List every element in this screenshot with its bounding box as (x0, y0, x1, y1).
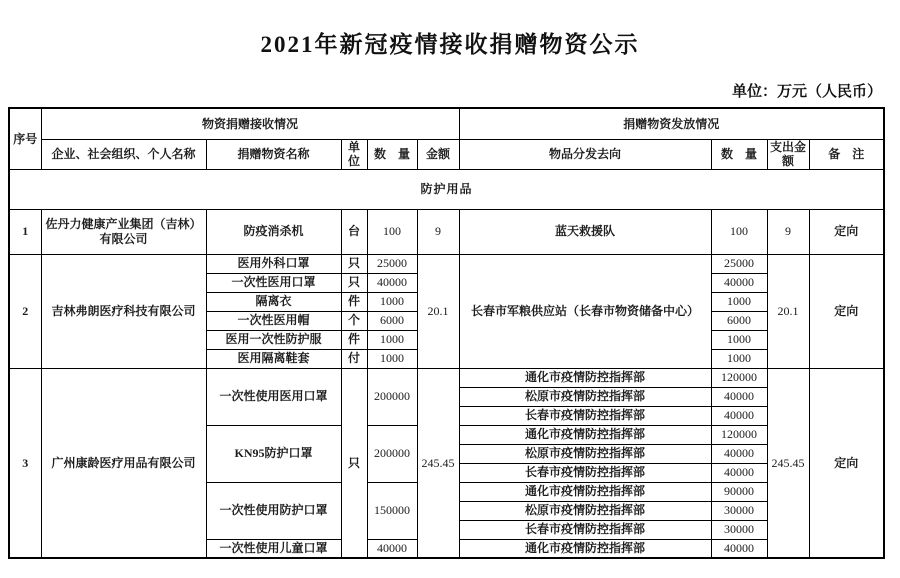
cell-dest-qty: 90000 (711, 482, 767, 501)
cell-qty: 100 (367, 209, 417, 254)
cell-amount: 245.45 (417, 368, 459, 558)
cell-unit: 只 (341, 273, 367, 292)
col-header-destination: 物品分发去向 (459, 139, 711, 169)
cell-dest-qty: 40000 (711, 273, 767, 292)
cell-material: KN95防护口罩 (206, 425, 341, 482)
header-row-columns (9, 139, 884, 169)
cell-dest-qty: 1000 (711, 349, 767, 368)
col-header-quantity2: 数 量 (711, 139, 767, 169)
cell-dest-qty: 25000 (711, 254, 767, 273)
cell-qty: 1000 (367, 349, 417, 368)
donation-table (8, 107, 885, 559)
cell-remark: 定向 (809, 254, 884, 368)
col-header-serial: 序号 (9, 108, 41, 169)
cell-expense: 20.1 (767, 254, 809, 368)
cell-destination: 通化市疫情防控指挥部 (459, 539, 711, 558)
cell-destination: 松原市疫情防控指挥部 (459, 444, 711, 463)
cell-amount: 20.1 (417, 254, 459, 368)
cell-qty: 150000 (367, 482, 417, 539)
cell-destination: 通化市疫情防控指挥部 (459, 482, 711, 501)
cell-material: 一次性使用儿童口罩 (206, 539, 341, 558)
cell-destination: 长春市疫情防控指挥部 (459, 463, 711, 482)
cell-qty: 6000 (367, 311, 417, 330)
col-header-donor-name: 企业、社会组织、个人名称 (41, 139, 206, 169)
cell-dest-qty: 40000 (711, 406, 767, 425)
section-title: 防护用品 (9, 169, 884, 209)
cell-destination: 松原市疫情防控指挥部 (459, 501, 711, 520)
page-title: 2021年新冠疫情接收捐赠物资公示 (260, 32, 640, 57)
cell-destination: 通化市疫情防控指挥部 (459, 425, 711, 444)
cell-dest-qty: 100 (711, 209, 767, 254)
cell-serial: 2 (9, 254, 41, 368)
cell-material: 医用隔离鞋套 (206, 349, 341, 368)
header-row-groups (9, 108, 884, 139)
cell-material: 医用一次性防护服 (206, 330, 341, 349)
cell-qty: 1000 (367, 292, 417, 311)
cell-material: 一次性使用防护口罩 (206, 482, 341, 539)
cell-qty: 40000 (367, 273, 417, 292)
cell-dest-qty: 40000 (711, 539, 767, 558)
cell-destination: 通化市疫情防控指挥部 (459, 368, 711, 387)
cell-qty: 200000 (367, 368, 417, 425)
section-row (9, 169, 884, 209)
table-row-3-sub-1 (9, 368, 884, 387)
table-row-1 (9, 209, 884, 254)
cell-material: 一次性使用医用口罩 (206, 368, 341, 425)
cell-material: 防疫消杀机 (206, 209, 341, 254)
cell-material: 医用外科口罩 (206, 254, 341, 273)
cell-destination: 蓝天救援队 (459, 209, 711, 254)
cell-qty: 200000 (367, 425, 417, 482)
col-header-material-name: 捐赠物资名称 (206, 139, 341, 169)
cell-remark: 定向 (809, 209, 884, 254)
cell-dest-qty: 120000 (711, 368, 767, 387)
cell-donor: 吉林弗朗医疗科技有限公司 (41, 254, 206, 368)
cell-serial: 1 (9, 209, 41, 254)
col-header-expense: 支出金额 (767, 139, 809, 169)
cell-dest-qty: 6000 (711, 311, 767, 330)
cell-dest-qty: 1000 (711, 330, 767, 349)
col-header-receive-group: 物资捐赠接收情况 (41, 108, 459, 139)
cell-dest-qty: 120000 (711, 425, 767, 444)
cell-dest-qty: 40000 (711, 463, 767, 482)
cell-unit: 件 (341, 330, 367, 349)
cell-unit: 件 (341, 292, 367, 311)
cell-remark: 定向 (809, 368, 884, 558)
cell-unit: 只 (341, 254, 367, 273)
cell-donor: 佐丹力健康产业集团（吉林）有限公司 (41, 209, 206, 254)
cell-expense: 245.45 (767, 368, 809, 558)
col-header-dispatch-group: 捐赠物资发放情况 (459, 108, 884, 139)
cell-material: 一次性医用口罩 (206, 273, 341, 292)
cell-dest-qty: 30000 (711, 501, 767, 520)
cell-destination: 长春市疫情防控指挥部 (459, 406, 711, 425)
table-row-2-sub-1 (9, 254, 884, 273)
cell-donor: 广州康龄医疗用品有限公司 (41, 368, 206, 558)
cell-amount: 9 (417, 209, 459, 254)
cell-qty: 1000 (367, 330, 417, 349)
cell-destination: 松原市疫情防控指挥部 (459, 387, 711, 406)
col-header-unit: 单位 (341, 139, 367, 169)
cell-dest-qty: 30000 (711, 520, 767, 539)
cell-unit: 付 (341, 349, 367, 368)
cell-destination: 长春市疫情防控指挥部 (459, 520, 711, 539)
cell-material: 一次性医用帽 (206, 311, 341, 330)
col-header-amount: 金额 (417, 139, 459, 169)
col-header-remark: 备 注 (809, 139, 884, 169)
cell-unit: 只 (341, 368, 367, 558)
cell-expense: 9 (767, 209, 809, 254)
cell-dest-qty: 40000 (711, 444, 767, 463)
cell-qty: 25000 (367, 254, 417, 273)
cell-unit: 台 (341, 209, 367, 254)
col-header-quantity: 数 量 (367, 139, 417, 169)
cell-unit: 个 (341, 311, 367, 330)
cell-destination: 长春市军粮供应站（长春市物资储备中心） (459, 254, 711, 368)
cell-qty: 40000 (367, 539, 417, 558)
cell-dest-qty: 1000 (711, 292, 767, 311)
cell-dest-qty: 40000 (711, 387, 767, 406)
cell-material: 隔离衣 (206, 292, 341, 311)
unit-note: 单位：万元（人民币） (731, 84, 882, 100)
cell-serial: 3 (9, 368, 41, 558)
